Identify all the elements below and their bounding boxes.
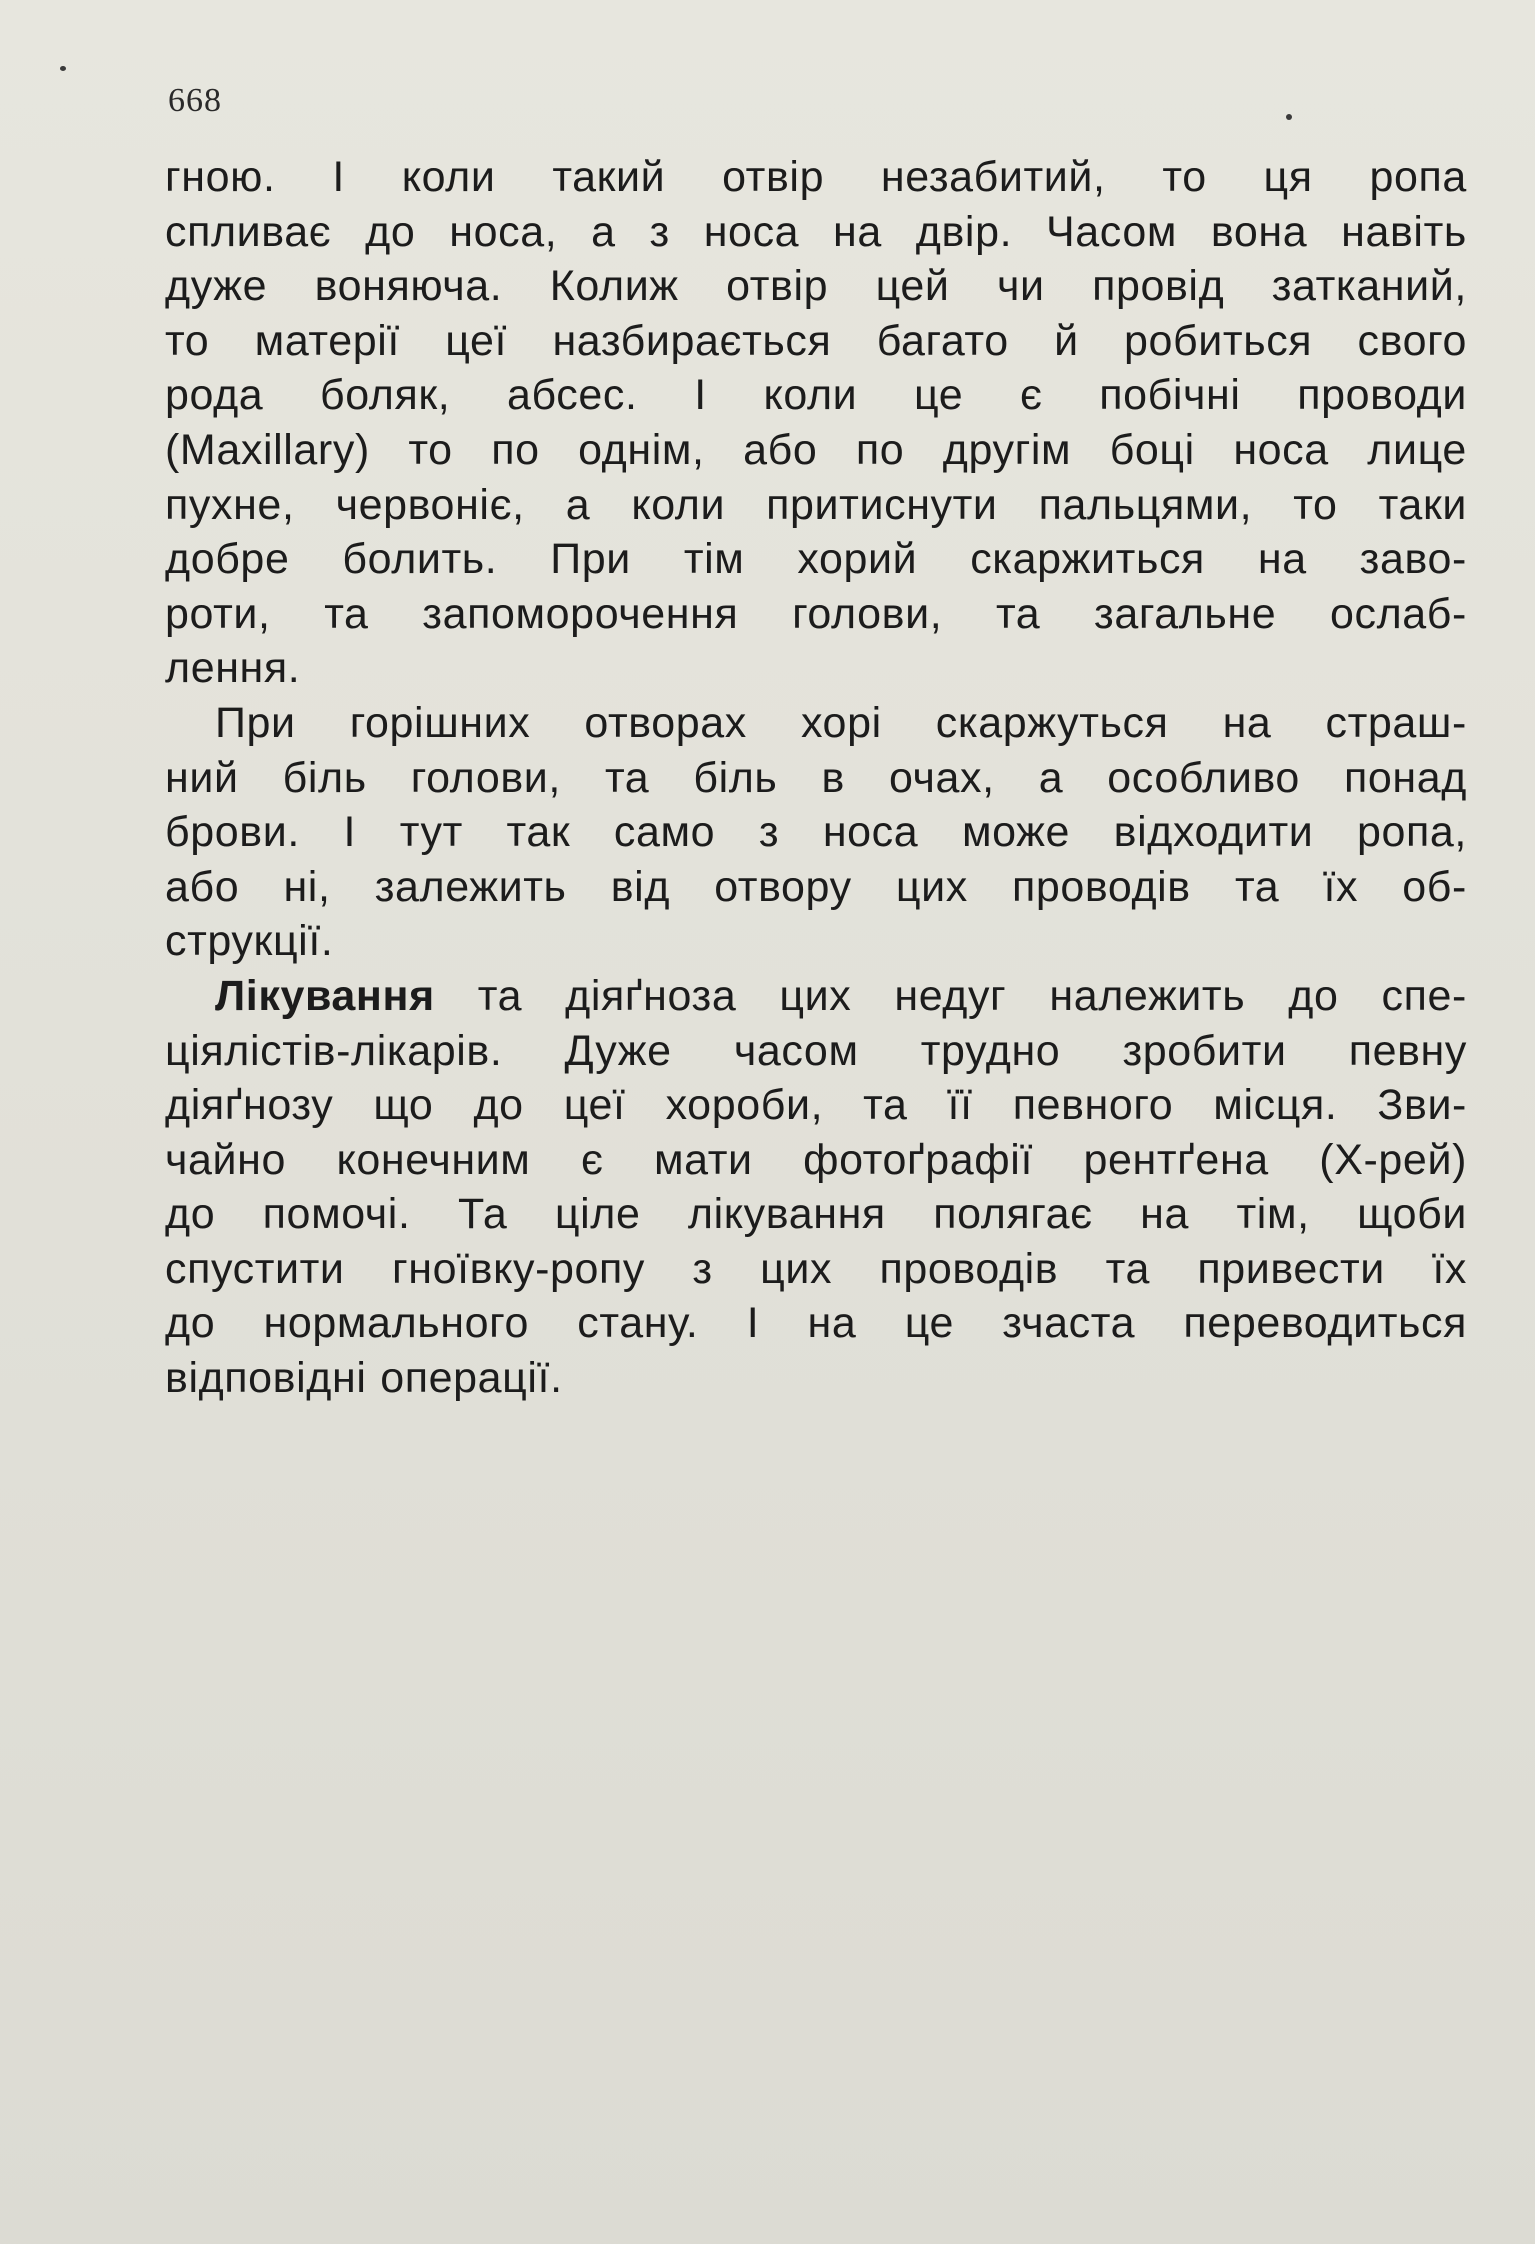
word: провід bbox=[1092, 262, 1225, 311]
word: Зви- bbox=[1377, 1081, 1467, 1130]
word: носа bbox=[703, 207, 800, 256]
text-line bbox=[165, 205, 1467, 260]
word: цих bbox=[895, 862, 968, 911]
word: недуг bbox=[894, 971, 1007, 1020]
word: часом bbox=[733, 1026, 859, 1075]
word: брови. bbox=[165, 808, 300, 857]
word: абсес. bbox=[507, 371, 638, 420]
word: робиться bbox=[1124, 316, 1313, 365]
text-line bbox=[165, 1024, 1467, 1079]
word: або bbox=[165, 862, 240, 911]
word: ропа, bbox=[1357, 808, 1467, 857]
word: хорі bbox=[800, 698, 882, 747]
text-line bbox=[165, 1133, 1467, 1188]
word: а bbox=[1038, 753, 1064, 802]
word: ні, bbox=[283, 862, 331, 911]
word: навіть bbox=[1341, 207, 1467, 256]
word: цеї bbox=[445, 316, 508, 365]
word: голови, bbox=[792, 589, 943, 638]
word: горішних bbox=[349, 698, 531, 747]
word: двір. bbox=[915, 207, 1013, 256]
word: зробити bbox=[1122, 1026, 1287, 1075]
word: При bbox=[550, 535, 631, 584]
word: таки bbox=[1378, 480, 1467, 529]
word: то bbox=[408, 425, 453, 474]
text-line bbox=[165, 587, 1467, 642]
word: належить bbox=[1049, 971, 1246, 1020]
word: є bbox=[580, 1135, 604, 1184]
word: й bbox=[1054, 316, 1079, 365]
word: до bbox=[365, 207, 416, 256]
word: запоморочення bbox=[422, 589, 739, 638]
word: (Maxillary) bbox=[165, 425, 370, 474]
word: скаржиться bbox=[970, 535, 1205, 584]
word: особливо bbox=[1107, 753, 1300, 802]
word: до bbox=[473, 1081, 524, 1130]
text-line bbox=[165, 478, 1467, 533]
word: отворах bbox=[584, 698, 747, 747]
word: І bbox=[746, 1299, 760, 1348]
text-line bbox=[165, 314, 1467, 369]
word: по bbox=[491, 425, 540, 474]
word: голови, bbox=[410, 753, 561, 802]
word: ропа bbox=[1369, 153, 1467, 201]
word: або bbox=[743, 425, 818, 474]
word: відповідні bbox=[165, 1354, 367, 1403]
text-line bbox=[165, 641, 1467, 696]
word: ціле bbox=[554, 1190, 641, 1239]
word: а bbox=[591, 207, 616, 256]
word: переводиться bbox=[1183, 1299, 1467, 1348]
word: ний bbox=[165, 753, 239, 802]
word: її bbox=[947, 1081, 973, 1130]
word: це bbox=[904, 1299, 954, 1348]
text-line bbox=[165, 532, 1467, 587]
word: на bbox=[1257, 535, 1307, 584]
word: проводів bbox=[879, 1244, 1059, 1293]
word: привести bbox=[1197, 1244, 1385, 1293]
word: отвір bbox=[722, 153, 825, 201]
text-line bbox=[165, 368, 1467, 423]
word: такий bbox=[552, 153, 666, 201]
word: струкції. bbox=[165, 917, 334, 966]
word: біль bbox=[693, 753, 778, 802]
word: страш- bbox=[1325, 698, 1467, 747]
word: так bbox=[506, 808, 571, 857]
word: певного bbox=[1012, 1081, 1174, 1130]
paragraph-2 bbox=[165, 696, 1467, 969]
word: тут bbox=[399, 808, 463, 857]
word: носа, bbox=[449, 207, 558, 256]
word: притиснути bbox=[766, 480, 998, 529]
word: їх bbox=[1432, 1244, 1467, 1293]
print-speck bbox=[60, 66, 66, 71]
word: другім bbox=[942, 425, 1072, 474]
word: проводи bbox=[1297, 371, 1467, 420]
word: на bbox=[833, 207, 882, 256]
word: носа bbox=[1233, 425, 1329, 474]
word: та bbox=[324, 589, 369, 638]
word: лікування bbox=[687, 1190, 886, 1239]
word: незабитий, bbox=[880, 153, 1106, 201]
word: ця bbox=[1263, 153, 1313, 201]
word: проводів bbox=[1012, 862, 1191, 911]
word: загальне bbox=[1094, 589, 1277, 638]
word: на bbox=[807, 1299, 857, 1348]
word: багато bbox=[876, 316, 1009, 365]
word: Часом bbox=[1046, 207, 1178, 256]
word: тім bbox=[683, 535, 745, 584]
text-line bbox=[165, 259, 1467, 314]
word: щоби bbox=[1357, 1190, 1467, 1239]
word: цеї bbox=[563, 1081, 626, 1130]
word: трудно bbox=[920, 1026, 1061, 1075]
word: зчаста bbox=[1002, 1299, 1136, 1348]
word: до bbox=[1288, 971, 1339, 1020]
word: пухне, bbox=[165, 480, 295, 529]
word: рентґена bbox=[1083, 1135, 1269, 1184]
word: то bbox=[1162, 153, 1207, 201]
word: та bbox=[996, 589, 1041, 638]
word: І bbox=[332, 153, 345, 201]
word: Колиж bbox=[549, 262, 679, 311]
word: до bbox=[165, 1299, 216, 1348]
word: чи bbox=[996, 262, 1045, 311]
text-line bbox=[165, 423, 1467, 478]
word: це bbox=[914, 371, 964, 420]
word: ослаб- bbox=[1329, 589, 1467, 638]
word: добре bbox=[165, 535, 290, 584]
word: то bbox=[1293, 480, 1338, 529]
word: гною. bbox=[165, 153, 276, 201]
word: отвору bbox=[714, 862, 852, 911]
word: біль bbox=[282, 753, 367, 802]
word: з bbox=[649, 207, 670, 256]
text-line bbox=[165, 696, 1467, 751]
word: заво- bbox=[1359, 535, 1467, 584]
text-line bbox=[165, 150, 1467, 205]
word: цих bbox=[760, 1244, 833, 1293]
word: понад bbox=[1343, 753, 1467, 802]
word: матерії bbox=[254, 316, 400, 365]
word: гноївку-ропу bbox=[391, 1244, 646, 1293]
word: назбирається bbox=[552, 316, 832, 365]
word: та bbox=[1105, 1244, 1150, 1293]
word: що bbox=[373, 1081, 434, 1130]
word: операції. bbox=[380, 1354, 563, 1403]
word: по bbox=[855, 425, 905, 474]
word: лення. bbox=[165, 644, 301, 693]
paragraph-3 bbox=[165, 969, 1467, 1406]
word: болить. bbox=[342, 535, 498, 584]
word: діяґноза bbox=[565, 971, 737, 1020]
word: мати bbox=[653, 1135, 753, 1184]
word: коли bbox=[631, 480, 726, 529]
word: та bbox=[604, 753, 650, 802]
word: чайно bbox=[165, 1135, 286, 1184]
body-text bbox=[165, 150, 1467, 1406]
text-line bbox=[165, 1242, 1467, 1297]
word: на bbox=[1222, 698, 1272, 747]
word: коли bbox=[401, 153, 496, 201]
word: полягає bbox=[933, 1190, 1093, 1239]
word: коли bbox=[763, 371, 858, 420]
word: нормального bbox=[263, 1299, 529, 1348]
word: на bbox=[1140, 1190, 1190, 1239]
bold-lead-word: Лікування bbox=[215, 971, 435, 1020]
word: затканий, bbox=[1271, 262, 1467, 311]
word: відходити bbox=[1113, 808, 1314, 857]
word: очах, bbox=[888, 753, 995, 802]
word: від bbox=[610, 862, 671, 911]
text-line bbox=[165, 1078, 1467, 1133]
text-line bbox=[165, 1351, 1467, 1406]
word: до bbox=[165, 1190, 216, 1239]
word: І bbox=[343, 808, 357, 857]
word: стану. bbox=[577, 1299, 699, 1348]
word: вона bbox=[1210, 207, 1308, 256]
word: спливає bbox=[165, 207, 332, 256]
word: хороби, bbox=[665, 1081, 824, 1130]
word: з bbox=[692, 1244, 713, 1293]
text-line bbox=[165, 860, 1467, 915]
word: спе- bbox=[1381, 971, 1467, 1020]
word: свого bbox=[1357, 316, 1467, 365]
word: а bbox=[565, 480, 591, 529]
word: конечним bbox=[336, 1135, 531, 1184]
word: роти, bbox=[165, 589, 271, 638]
word: побічні bbox=[1099, 371, 1241, 420]
word: отвір bbox=[726, 262, 829, 311]
word: І bbox=[694, 371, 707, 420]
word: об- bbox=[1402, 862, 1467, 911]
word: (X-рей) bbox=[1319, 1135, 1467, 1184]
word: місця. bbox=[1213, 1081, 1338, 1130]
word: цей bbox=[875, 262, 950, 311]
word: діяґнозу bbox=[165, 1081, 334, 1130]
text-line bbox=[165, 1296, 1467, 1351]
word: є bbox=[1019, 371, 1043, 420]
word: та bbox=[477, 971, 523, 1020]
word: фотоґрафії bbox=[803, 1135, 1033, 1184]
word: певну bbox=[1348, 1026, 1467, 1075]
word: помочі. bbox=[262, 1190, 411, 1239]
word: з bbox=[758, 808, 780, 857]
word: то bbox=[165, 316, 210, 365]
word: однім, bbox=[578, 425, 705, 474]
word: боці bbox=[1109, 425, 1195, 474]
word: При bbox=[215, 698, 296, 747]
word: тім, bbox=[1236, 1190, 1310, 1239]
text-line bbox=[165, 751, 1467, 806]
word: в bbox=[821, 753, 845, 802]
word: їх bbox=[1323, 862, 1359, 911]
word: дуже bbox=[165, 262, 268, 311]
word: Та bbox=[457, 1190, 508, 1239]
word: та bbox=[1234, 862, 1280, 911]
word: пальцями, bbox=[1038, 480, 1253, 529]
text-line bbox=[165, 914, 1467, 969]
word: може bbox=[961, 808, 1071, 857]
word: та bbox=[863, 1081, 908, 1130]
page-number: 668 bbox=[168, 82, 222, 119]
word: боляк, bbox=[320, 371, 451, 420]
word: воняюча. bbox=[314, 262, 503, 311]
word: цих bbox=[779, 971, 852, 1020]
paragraph-1 bbox=[165, 150, 1467, 696]
text-line bbox=[165, 805, 1467, 860]
text-line bbox=[165, 1187, 1467, 1242]
word: залежить bbox=[374, 862, 567, 911]
word: носа bbox=[822, 808, 919, 857]
word: спустити bbox=[165, 1244, 345, 1293]
print-speck bbox=[1286, 114, 1292, 120]
word: Дуже bbox=[564, 1026, 672, 1075]
word: лице bbox=[1367, 425, 1467, 474]
word: скаржуться bbox=[935, 698, 1169, 747]
word: червоніє, bbox=[335, 480, 525, 529]
word: само bbox=[613, 808, 716, 857]
text-line bbox=[165, 969, 1467, 1024]
word: рода bbox=[165, 371, 264, 420]
word: хорий bbox=[797, 535, 918, 584]
word: ціялістів-лікарів. bbox=[165, 1026, 503, 1075]
